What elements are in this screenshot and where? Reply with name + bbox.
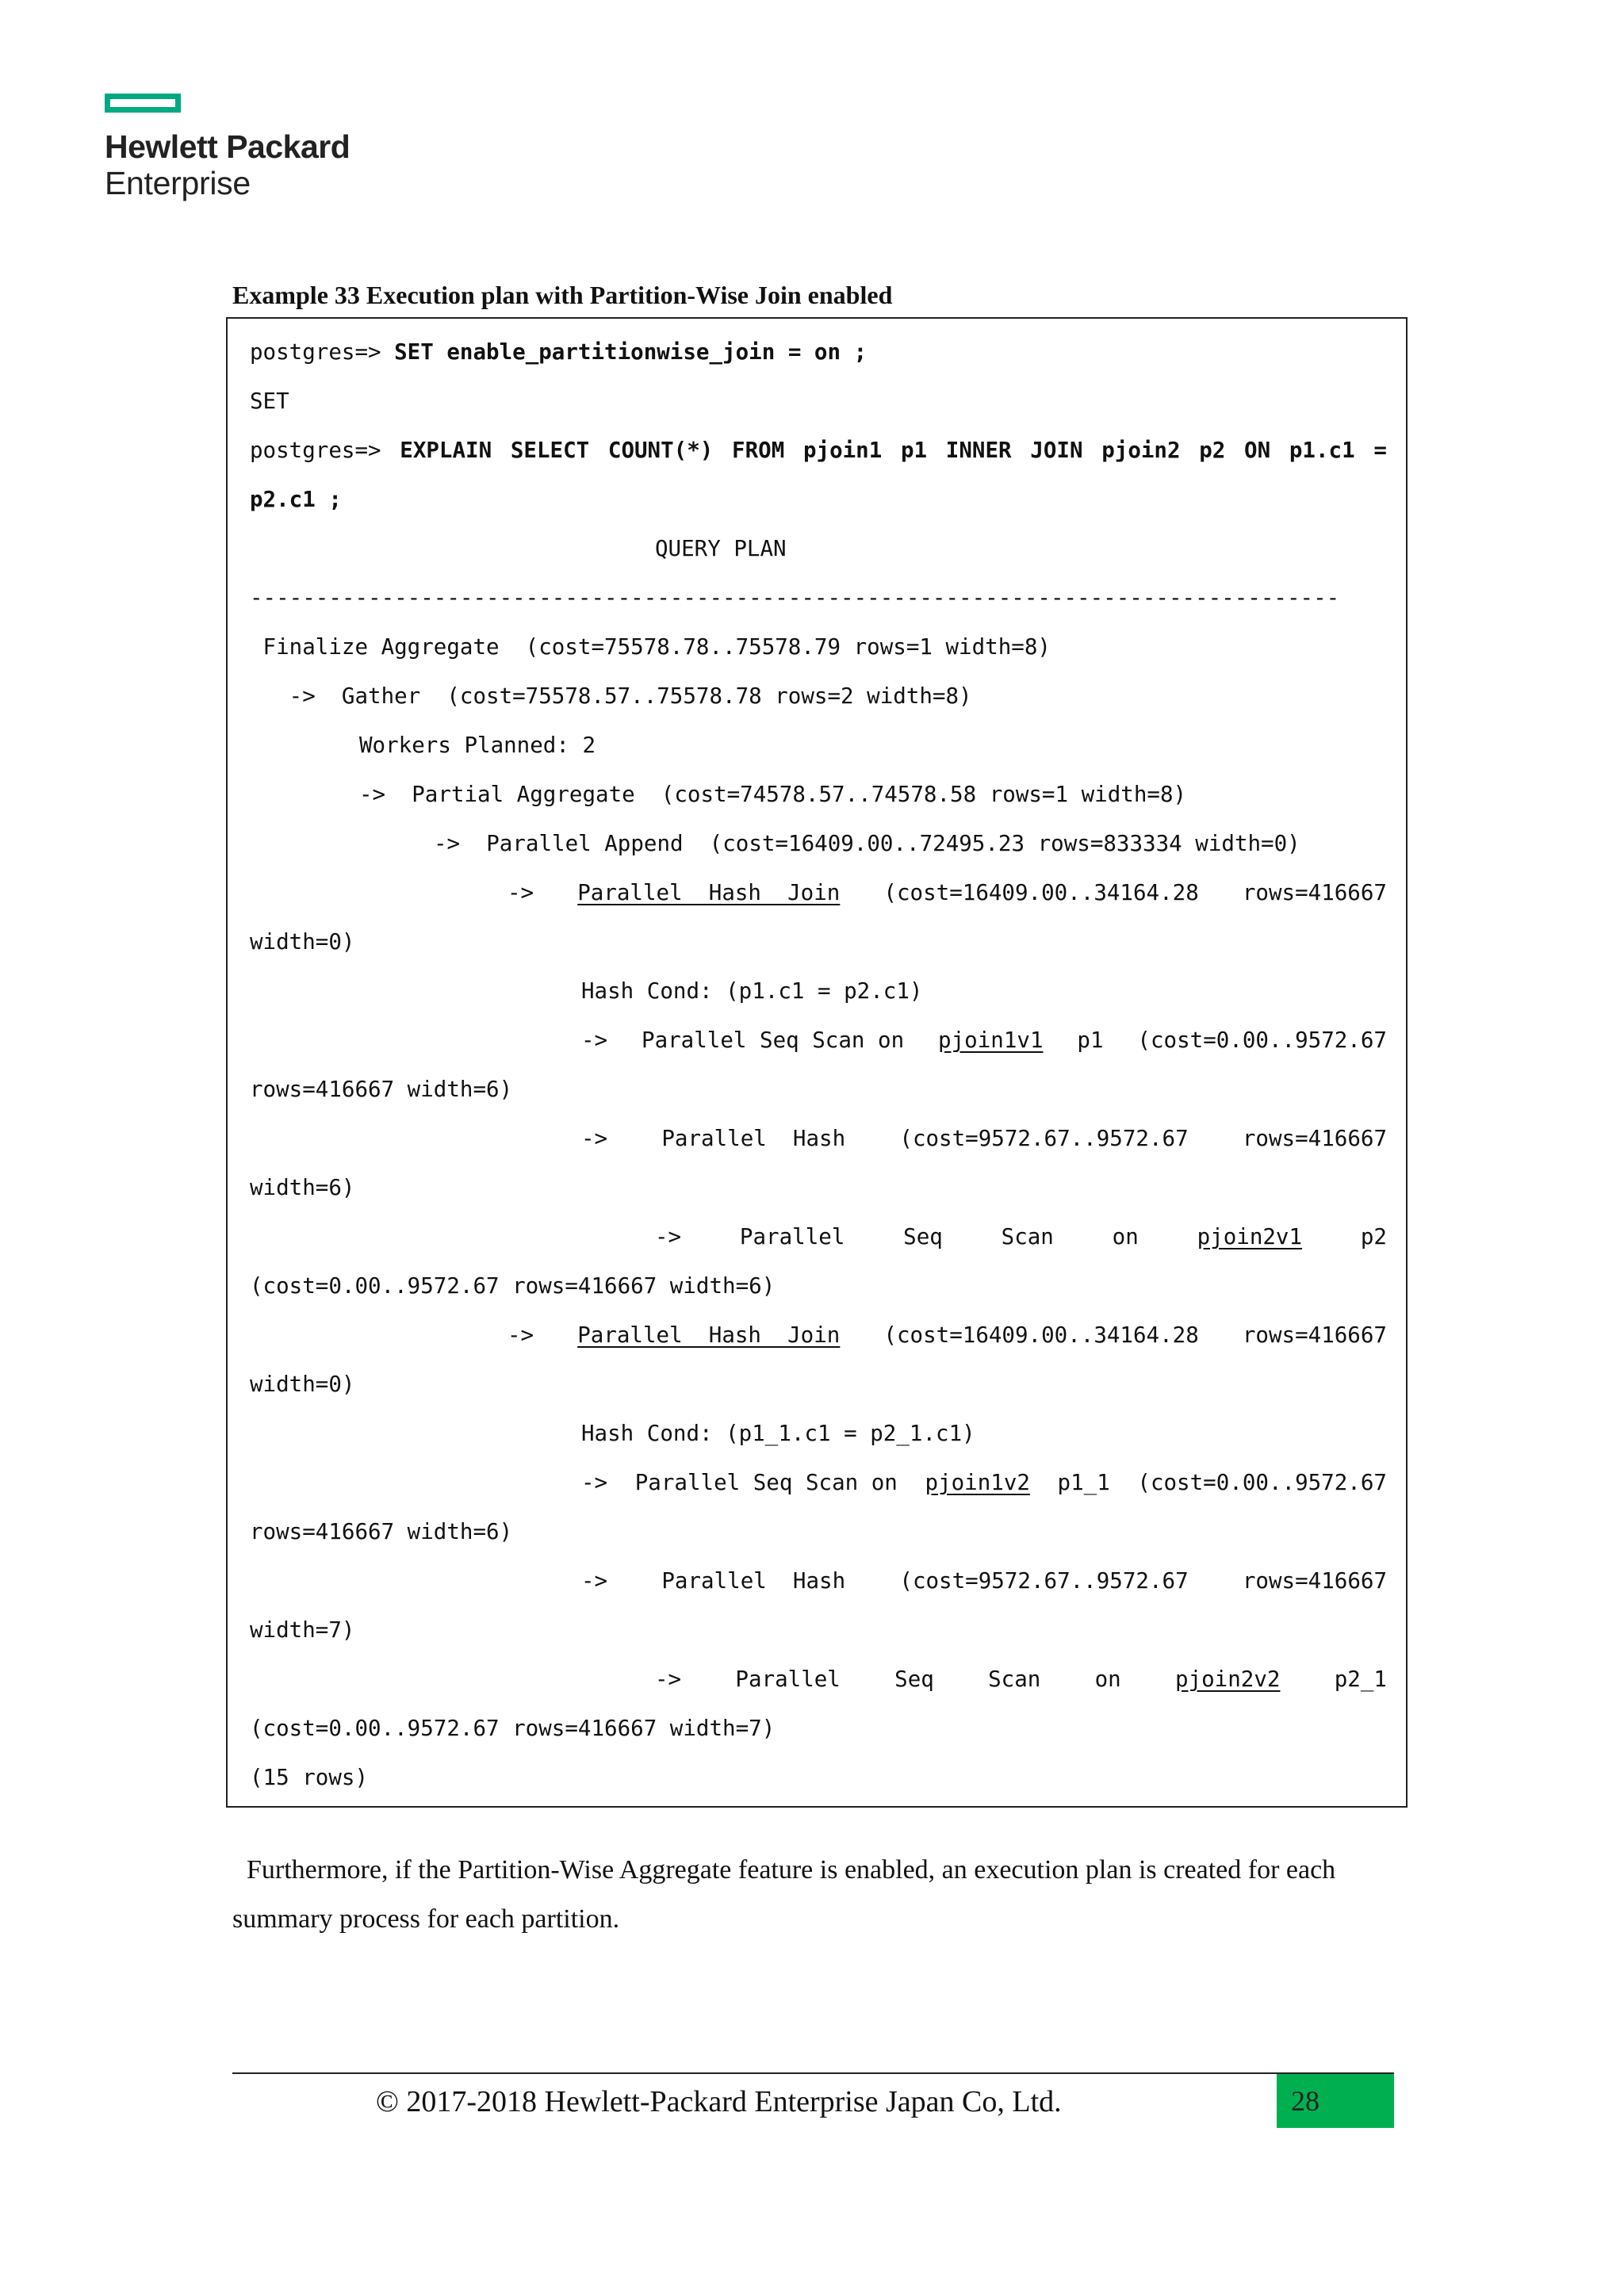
code-line-9: Workers Planned: 2 — [359, 733, 596, 758]
example-caption: Example 33 Execution plan with Partition-Wise Join enabled — [232, 281, 893, 309]
body-paragraph: Furthermore, if the Partition-Wise Aggregate feature is enabled, an execution plan is created for each summary process for each partition. — [232, 1855, 1336, 1934]
hpe-logo-rectangle-icon — [105, 94, 181, 113]
code-line-10: -> Partial Aggregate (cost=74578.57..74578.58 rows=1 width=8) — [359, 782, 1187, 807]
code-line-8: -> Gather (cost=75578.57..75578.78 rows=2 width=8) — [250, 683, 972, 709]
code-line-15: -> Parallel Seq Scan on pjoin1v1 p1 (cost=0.00..9572.67 — [581, 1027, 1387, 1053]
logo-text-line1: Hewlett Packard — [105, 128, 350, 165]
code-line-25: rows=416667 width=6) — [250, 1519, 513, 1544]
hpe-logo — [105, 94, 350, 201]
code-line-18: width=6) — [250, 1175, 355, 1200]
code-line-14: Hash Cond: (p1.c1 = p2.c1) — [581, 978, 923, 1004]
code-line-13: width=0) — [250, 929, 355, 955]
code-line-11: -> Parallel Append (cost=16409.00..72495.23 rows=833334 width=0) — [434, 831, 1300, 856]
code-line-20: (cost=0.00..9572.67 rows=416667 width=6) — [250, 1273, 776, 1299]
code-line-22: width=0) — [250, 1372, 355, 1397]
code-line-21: -> Parallel Hash Join (cost=16409.00..34164.28 rows=416667 — [508, 1322, 1387, 1348]
logo-text-line2: Enterprise — [105, 165, 251, 201]
code-line-24: -> Parallel Seq Scan on pjoin1v2 p1_1 (cost=0.00..9572.67 — [581, 1470, 1387, 1495]
code-line-7: Finalize Aggregate (cost=75578.78..75578.79 rows=1 width=8) — [250, 634, 1051, 660]
code-line-17: -> Parallel Hash (cost=9572.67..9572.67 rows=416667 — [581, 1126, 1387, 1151]
code-line-2: SET — [250, 388, 289, 414]
code-line-1: postgres=> SET enable_partitionwise_join = on ; — [250, 339, 868, 365]
code-line-30: (15 rows) — [250, 1765, 369, 1790]
code-line-26: -> Parallel Hash (cost=9572.67..9572.67 rows=416667 — [581, 1568, 1387, 1594]
code-line-3: postgres=> EXPLAIN SELECT COUNT(*) FROM pjoin1 p1 INNER JOIN pjoin2 p2 ON p1.c1 = — [250, 438, 1387, 463]
footer-divider — [232, 2072, 1394, 2074]
code-line-19: -> Parallel Seq Scan on pjoin2v1 p2 — [655, 1224, 1387, 1249]
page-number: 28 — [1277, 2074, 1394, 2128]
code-line-4: p2.c1 ; — [250, 487, 342, 512]
code-line-5: QUERY PLAN — [655, 536, 787, 561]
footer-copyright: © 2017-2018 Hewlett-Packard Enterprise Japan Co, Ltd. — [376, 2085, 1062, 2118]
code-line-23: Hash Cond: (p1_1.c1 = p2_1.c1) — [581, 1421, 975, 1446]
code-block — [226, 317, 1408, 1808]
code-line-27: width=7) — [250, 1617, 355, 1643]
code-line-12: -> Parallel Hash Join (cost=16409.00..34164.28 rows=416667 — [508, 880, 1387, 905]
code-line-29: (cost=0.00..9572.67 rows=416667 width=7) — [250, 1716, 776, 1741]
code-line-28: -> Parallel Seq Scan on pjoin2v2 p2_1 — [655, 1667, 1387, 1692]
code-line-6: ----------------------------------------------------------------------------------- — [250, 585, 1340, 610]
code-line-16: rows=416667 width=6) — [250, 1077, 513, 1102]
